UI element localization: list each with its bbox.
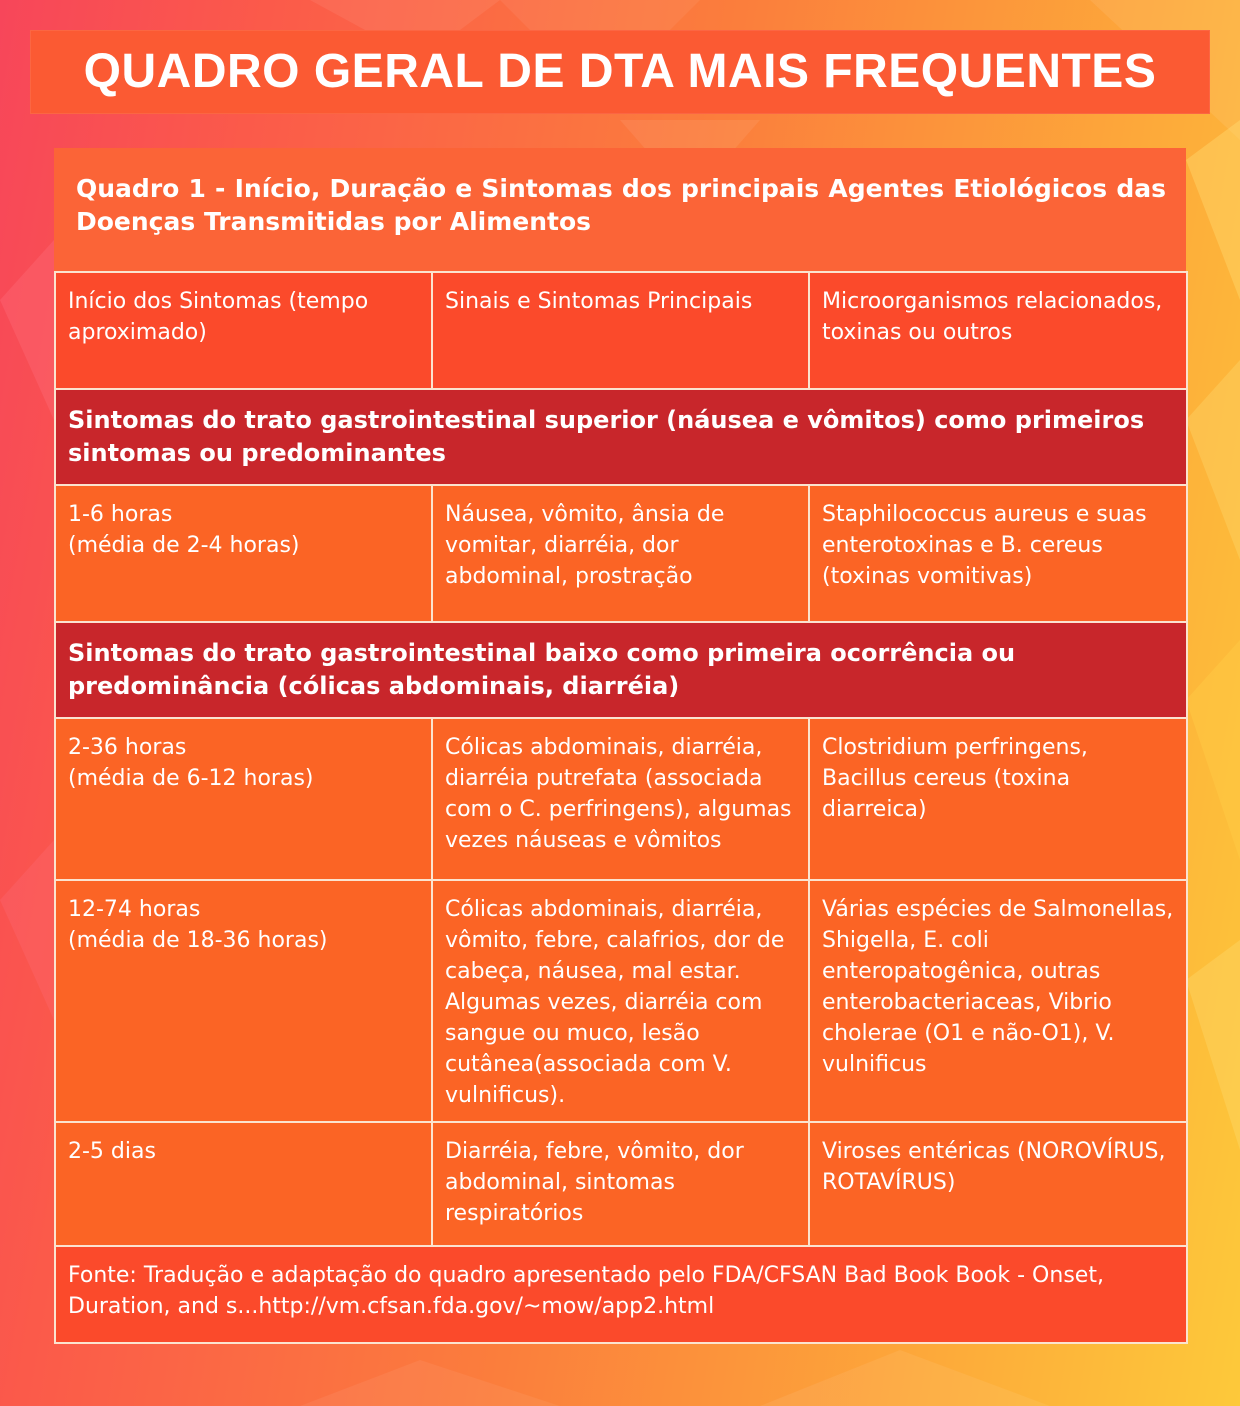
cell-agents: Várias espécies de Salmonellas, Shigella, E. coli enteropatogênica, outras enterobacteriaceas, Vibrio cholerae (O1 e não-O1), V. vulnificus [809,880,1187,1122]
table-caption: Quadro 1 - Início, Duração e Sintomas dos principais Agentes Etiológicos das Doenças Transmitidas por Alimentos [76,174,1166,236]
table-row [55,485,1187,622]
cell-agents: Clostridium perfringens, Bacillus cereus (toxina diarreica) [809,718,1187,880]
table-row [55,1122,1187,1246]
dta-table [54,271,1188,1344]
cell-onset: 2-36 horas (média de 6-12 horas) [55,718,432,880]
source-note: Fonte: Tradução e adaptação do quadro apresentado pelo FDA/CFSAN Bad Book Book - Onset, Duration, and s...http://vm.cfsan.fda.gov/~mow/app2.html [55,1246,1187,1343]
cell-onset: 1-6 horas (média de 2-4 horas) [55,485,432,622]
cell-symptoms: Diarréia, febre, vômito, dor abdominal, sintomas respiratórios [432,1122,809,1246]
header-agents: Microorganismos relacionados, toxinas ou outros [809,272,1187,389]
table-row [55,880,1187,1122]
table-header-row [55,272,1187,389]
section-title-upper-gi: Sintomas do trato gastrointestinal superior (náusea e vômitos) como primeiros sintomas ou predominantes [55,389,1187,485]
section-row [55,622,1187,718]
table-row [55,718,1187,880]
cell-symptoms: Cólicas abdominais, diarréia, diarréia putrefata (associada com o C. perfringens), algumas vezes náuseas e vômitos [432,718,809,880]
cell-onset: 12-74 horas (média de 18-36 horas) [55,880,432,1122]
cell-agents: Staphilococcus aureus e suas enterotoxinas e B. cereus (toxinas vomitivas) [809,485,1187,622]
section-row [55,389,1187,485]
cell-agents: Viroses entéricas (NOROVÍRUS, ROTAVÍRUS) [809,1122,1187,1246]
page-title: QUADRO GERAL DE DTA MAIS FREQUENTES [83,45,1157,98]
header-onset: Início dos Sintomas (tempo aproximado) [55,272,432,389]
cell-symptoms: Cólicas abdominais, diarréia, vômito, febre, calafrios, dor de cabeça, náusea, mal estar. Algumas vezes, diarréia com sangue ou muco, lesão cutânea(associada com V. vulnificus). [432,880,809,1122]
cell-symptoms: Náusea, vômito, ânsia de vomitar, diarréia, dor abdominal, prostração [432,485,809,622]
source-row [55,1246,1187,1343]
caption-panel [54,148,1186,272]
header-symptoms: Sinais e Sintomas Principais [432,272,809,389]
section-title-lower-gi: Sintomas do trato gastrointestinal baixo como primeira ocorrência ou predominância (cólicas abdominais, diarréia) [55,622,1187,718]
cell-onset: 2-5 dias [55,1122,432,1246]
title-banner [30,30,1210,114]
